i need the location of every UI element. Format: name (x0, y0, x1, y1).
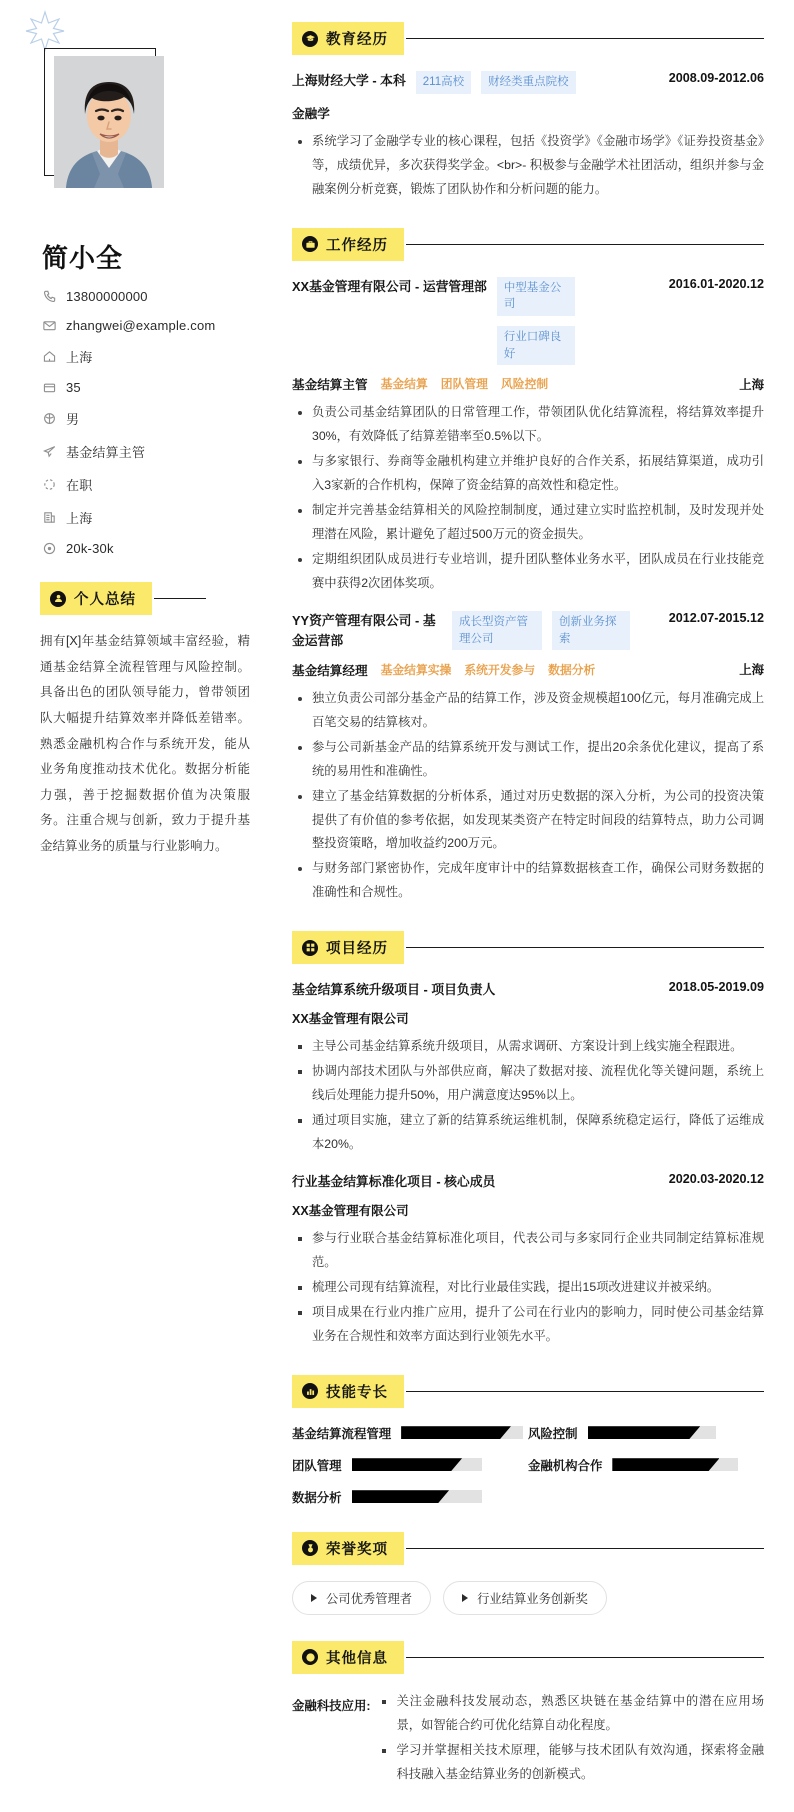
bullet-item: 协调内部技术团队与外部供应商，解决了数据对接、流程优化等关键问题，系统上线后处理能力提升50%，用户满意度达95%以上。 (292, 1060, 764, 1108)
bullet-item: 与多家银行、券商等金融机构建立并维护良好的合作关系，拓展结算渠道，成功引入3家新的合作机构，保障了资金结算的高效性和稳定性。 (292, 450, 764, 498)
contact-value: 20k-30k (66, 541, 114, 556)
section-header-skills (292, 1375, 764, 1408)
work-section (292, 228, 764, 906)
company-name: YY资产管理有限公司 - 基金运营部 (292, 613, 436, 648)
tag: 中型基金公司 (497, 277, 575, 316)
section-chip (292, 1532, 404, 1565)
section-header-education (292, 22, 764, 55)
skill-tag: 基金结算 (380, 377, 428, 392)
award-chip[interactable] (443, 1581, 607, 1615)
bullet-item: 学习并掌握相关技术原理，能够与技术团队有效沟通，探索将金融科技融入基金结算业务的创新模式。 (374, 1739, 764, 1787)
entry-header (292, 277, 764, 366)
tag: 211高校 (416, 71, 471, 94)
graduation-cap-icon (302, 31, 318, 47)
school-tags (416, 71, 651, 94)
award-list (292, 1581, 764, 1615)
award-chip[interactable] (292, 1581, 431, 1615)
project-title: 基金结算系统升级项目 - 项目负责人 (292, 982, 496, 998)
section-rule (406, 244, 764, 245)
education-bullets (292, 130, 764, 202)
skill-label: 基金结算流程管理 (292, 1426, 392, 1441)
skill-progress-track (352, 1490, 482, 1503)
tag: 行业口碑良好 (497, 326, 575, 365)
medal-icon (302, 1540, 318, 1556)
contact-item-status (42, 475, 268, 494)
project-bullets (292, 1035, 764, 1157)
skill-label: 风险控制 (528, 1426, 578, 1441)
bullet-item: 主导公司基金结算系统升级项目，从需求调研、方案设计到上线实施全程跟进。 (292, 1035, 764, 1059)
project-company: XX基金管理有限公司 (292, 1203, 409, 1218)
work-bullets (292, 687, 764, 906)
contact-value: zhangwei@example.com (66, 318, 216, 333)
job-role: 基金结算经理 (292, 663, 368, 678)
contact-item-salary (42, 541, 268, 556)
company-tags (452, 611, 651, 650)
contact-item-gender (42, 409, 268, 428)
awards-section (292, 1532, 764, 1615)
other-info-label: 金融科技应用: (292, 1698, 371, 1713)
section-rule (154, 598, 206, 599)
paper-plane-icon (42, 444, 57, 459)
section-chip (292, 1641, 404, 1674)
info-icon (302, 1649, 318, 1665)
contact-item-phone (42, 289, 268, 304)
skill-label: 数据分析 (292, 1490, 342, 1505)
contact-item-age (42, 380, 268, 395)
skill-progress-track (352, 1458, 482, 1471)
section-title: 项目经历 (326, 941, 388, 958)
portrait-photo (54, 56, 164, 188)
contact-list (42, 289, 268, 556)
section-title: 其他信息 (326, 1650, 388, 1667)
award-label: 行业结算业务创新奖 (477, 1591, 588, 1606)
project-entry (292, 1172, 764, 1349)
section-header-other (292, 1641, 764, 1674)
section-header-summary (40, 582, 262, 615)
job-location: 上海 (739, 377, 764, 392)
bullet-item: 梳理公司现有结算流程，对比行业最佳实践，提出15项改进建议并被采纳。 (292, 1276, 764, 1300)
skill-label: 金融机构合作 (528, 1458, 603, 1473)
project-date: 2018.05-2019.09 (668, 980, 764, 995)
skill-progress-track (588, 1426, 716, 1439)
bullet-item: 制定并完善基金结算相关的风险控制制度，通过建立实时监控机制，及时发现并处理潜在风险，累计避免了超过500万元的资金损失。 (292, 499, 764, 547)
skill-tag: 风险控制 (500, 377, 549, 392)
bullet-item: 关注金融科技发展动态，熟悉区块链在基金结算中的潜在应用场景，如智能合约可优化结算自动化程度。 (374, 1690, 764, 1738)
skill-progress-fill (401, 1426, 511, 1439)
contact-value: 在职 (66, 478, 93, 493)
section-chip (292, 931, 404, 964)
contact-item-position (42, 442, 268, 461)
section-rule (406, 1657, 764, 1658)
contact-value: 35 (66, 380, 81, 395)
salary-icon (42, 541, 57, 556)
work-date: 2012.07-2015.12 (668, 611, 764, 626)
bullet-item: 参与公司新基金产品的结算系统开发与测试工作，提出20余条优化建议，提高了系统的易用性和准确性。 (292, 736, 764, 784)
role-row (292, 374, 764, 393)
phone-icon (42, 289, 57, 304)
section-chip (292, 228, 404, 261)
section-header-awards (292, 1532, 764, 1565)
section-header-project (292, 931, 764, 964)
skill-progress-fill (588, 1426, 701, 1439)
skill-progress-fill (352, 1490, 450, 1503)
skill-progress-track (401, 1426, 523, 1439)
bullet-item: 定期组织团队成员进行专业培训，提升团队整体业务水平，团队成员在行业技能竞赛中获得2次团体奖项。 (292, 548, 764, 596)
skill-progress-fill (352, 1458, 463, 1471)
contact-item-city (42, 347, 268, 366)
other-info-bullets (374, 1690, 764, 1788)
project-date: 2020.03-2020.12 (668, 1172, 764, 1187)
bullet-item: 负责公司基金结算团队的日常管理工作，带领团队优化结算流程，将结算效率提升30%，有效降低了结算差错率至0.5%以下。 (292, 401, 764, 449)
section-rule (406, 38, 764, 39)
calendar-icon (42, 380, 57, 395)
skill-tag: 系统开发参与 (464, 662, 536, 677)
role-row (292, 660, 764, 679)
main-column (290, 0, 794, 1812)
section-header-work (292, 228, 764, 261)
project-section (292, 931, 764, 1348)
entry-header (292, 1172, 764, 1192)
briefcase-icon (302, 236, 318, 252)
bullet-item: 与财务部门紧密协作，完成年度审计中的结算数据核查工作，确保公司财务数据的准确性和合规性。 (292, 857, 764, 905)
project-entry (292, 980, 764, 1157)
school-name: 上海财经大学 - 本科 (292, 73, 406, 88)
bullet-item: 项目成果在行业内推广应用，提升了公司在行业内的影响力，同时使公司基金结算业务在合规性和效率方面达到行业领先水平。 (292, 1301, 764, 1349)
skill-progress-track (612, 1458, 738, 1471)
company-name: XX基金管理有限公司 - 运营管理部 (292, 278, 487, 294)
gender-icon (42, 411, 57, 426)
work-date: 2016.01-2020.12 (668, 276, 764, 291)
skill-row (528, 1424, 764, 1442)
skill-tag: 数据分析 (548, 662, 596, 677)
play-triangle-icon (311, 1594, 317, 1602)
section-rule (406, 1548, 764, 1549)
work-entry (292, 611, 764, 905)
bullet-item: 建立了基金结算数据的分析体系，通过对历史数据的深入分析，为公司的投资决策提供了有价值的参考依据，如发现某类资产在特定时间段的结算特点，助力公司调整投资策略，增加收益约200万元。 (292, 785, 764, 857)
page-title: 简小全 (42, 243, 124, 273)
avatar (44, 30, 234, 216)
skill-progress-fill (612, 1458, 719, 1471)
education-section (292, 22, 764, 202)
section-chip (292, 22, 404, 55)
bullet-item: 独立负责公司部分基金产品的结算工作，涉及资金规模超100亿元，每月准确完成上百笔交易的结算核对。 (292, 687, 764, 735)
skills-section (292, 1375, 764, 1506)
tag: 财经类重点院校 (481, 71, 576, 94)
project-company: XX基金管理有限公司 (292, 1012, 409, 1027)
mail-icon (42, 318, 57, 333)
section-title: 教育经历 (326, 32, 388, 48)
bullet-item: 通过项目实施，建立了新的结算系统运维机制，保障系统稳定运行，降低了运维成本20%。 (292, 1109, 764, 1157)
tag: 创新业务探索 (552, 611, 630, 650)
project-bullets (292, 1227, 764, 1349)
section-rule (406, 1391, 764, 1392)
contact-value: 上海 (66, 511, 93, 526)
other-section (292, 1641, 764, 1788)
grid-icon (302, 940, 318, 956)
education-date: 2008.09-2012.06 (668, 71, 764, 85)
play-triangle-icon (462, 1594, 468, 1602)
job-location: 上海 (739, 663, 764, 678)
company-tags (497, 277, 651, 366)
entry-header (292, 71, 764, 94)
bullet-item: 系统学习了金融学专业的核心课程，包括《投资学》《金融市场学》《证券投资基金》等，成绩优异，多次获得奖学金。<br>- 积极参与金融学术社团活动，组织并参与金融案例分析竞赛，锻炼了团队协作和分析问题的能力。 (292, 130, 764, 202)
home-icon (42, 349, 57, 364)
summary-text: 拥有[X]年基金结算领域丰富经验，精通基金结算全流程管理与风险控制。具备出色的团队领导能力，曾带领团队大幅提升结算效率并降低差错率。熟悉金融机构合作与系统开发，能从业务角度推动技术优化。数据分析能力强，善于挖掘数据价值为决策服务。注重合规与创新，致力于提升基金结算业务的质量与行业影响力。 (40, 634, 250, 853)
section-chip (40, 582, 152, 615)
contact-item-email (42, 318, 268, 333)
education-entry (292, 71, 764, 202)
entry-header (292, 980, 764, 1000)
section-title: 工作经历 (326, 237, 388, 254)
work-entry (292, 277, 764, 596)
tag: 成长型资产管理公司 (452, 611, 542, 650)
other-info-row (292, 1690, 764, 1788)
skill-row (292, 1456, 528, 1474)
contact-value: 上海 (66, 350, 93, 365)
skill-row (292, 1488, 528, 1506)
skill-tag: 团队管理 (440, 377, 488, 392)
award-label: 公司优秀管理者 (326, 1591, 413, 1606)
skill-row (528, 1456, 764, 1474)
project-title: 行业基金结算标准化项目 - 核心成员 (292, 1174, 496, 1190)
work-bullets (292, 401, 764, 596)
skill-tag: 基金结算实操 (380, 662, 452, 677)
section-rule (406, 947, 764, 948)
person-icon (50, 591, 66, 607)
status-icon (42, 477, 57, 492)
skill-label: 团队管理 (292, 1458, 342, 1473)
bullet-item: 参与行业联合基金结算标准化项目，代表公司与多家同行企业共同制定结算标准规范。 (292, 1227, 764, 1275)
contact-value: 13800000000 (66, 289, 148, 304)
section-title: 技能专长 (326, 1384, 388, 1401)
skill-grid (292, 1424, 764, 1506)
skill-row (292, 1424, 528, 1442)
contact-value: 男 (66, 412, 80, 427)
section-title: 荣誉奖项 (326, 1541, 388, 1558)
sidebar (0, 0, 290, 880)
section-chip (292, 1375, 404, 1408)
contact-item-workplace (42, 508, 268, 527)
entry-header (292, 611, 764, 651)
building-icon (42, 510, 57, 525)
bar-chart-icon (302, 1383, 318, 1399)
job-role: 基金结算主管 (292, 378, 368, 393)
contact-value: 基金结算主管 (66, 445, 146, 460)
section-title: 个人总结 (74, 592, 136, 608)
education-major: 金融学 (292, 106, 330, 121)
